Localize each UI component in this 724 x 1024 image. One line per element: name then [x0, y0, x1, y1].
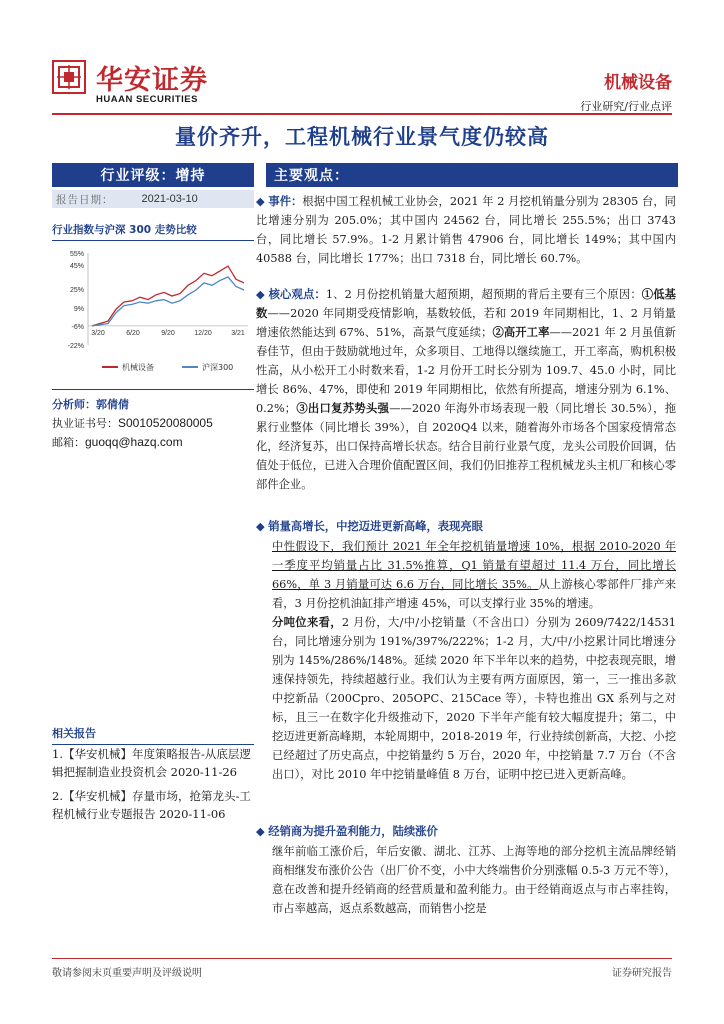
- cert-label: 执业证书号：: [52, 417, 118, 430]
- cert-value: S0010520080005: [118, 416, 213, 430]
- footer-doc-type: 证券研究报告: [612, 968, 672, 979]
- main-points-header: [266, 163, 678, 187]
- analyst-name: 分析师：郭倩倩: [52, 389, 254, 412]
- bullet-icon: ◆: [256, 519, 265, 533]
- logo-text-en: HUAAN SECURITIES: [96, 94, 198, 105]
- mail-row: [52, 434, 254, 450]
- related-reports-title: 相关报告: [52, 725, 254, 745]
- mail-label: 邮箱：: [52, 436, 85, 449]
- bullet-icon: ◆: [256, 824, 265, 838]
- y-tick-label: -22%: [67, 343, 84, 350]
- core-point3-text: ——2020 年海外市场表现一般（同比增长 30.5%），拖累行业整体（同比增长 39%），自 2020Q4 以来，随着海外市场各个国家疫情常态化，经济复苏，出口保持高增长状态。结合目前行业景气度，龙头公司股价回调，估值处于低位，已进入合理价值配置区间，我们仍旧推荐工程机械龙头主机厂和核心零部件企业。: [256, 402, 676, 491]
- sales-text: 从上游核心零部件厂排产来看，3 月份挖机油缸排产增速 45%，可以支撑行业 35%的增速。: [272, 578, 676, 610]
- x-tick-label: 3/21: [231, 329, 245, 337]
- y-tick-label: 55%: [69, 251, 84, 258]
- sales-header: 销量高增长，中挖迈进更新高峰，表现亮眼: [268, 520, 483, 533]
- left-sidebar: [52, 163, 254, 450]
- core-label: 核心观点：: [268, 287, 326, 301]
- dealer-text: 继年前临工涨价后，年后安徽、湖北、江苏、上海等地的部分挖机主流品牌经销商相继发布涨价公告（出厂价不变，小中大终端售价分别涨幅 0.5-3 万元不等），意在改善和提升经销商的经营质量和盈利能力。由于经销商返点与市占率挂钩，市占率越高，返点系数越高，而销售小挖是: [272, 845, 676, 915]
- main-points-banner: 主要观点：: [266, 163, 678, 187]
- related-report-item[interactable]: 1.【华安机械】年度策略报告-从底层逻辑把握制造业投资机会 2020-11-26: [52, 747, 251, 779]
- event-label: 事件：: [268, 194, 303, 208]
- report-date-label: 报告日期：: [56, 193, 114, 206]
- series-line: [92, 266, 244, 326]
- dealer-paragraph: [256, 842, 676, 918]
- related-report-item[interactable]: 2.【华安机械】存量市场，抢第龙头-工程机械行业专题报告 2020-11-06: [52, 789, 251, 821]
- x-tick-label: 3/20: [91, 329, 105, 337]
- cert-row: [52, 415, 254, 431]
- core-paragraph: [256, 285, 676, 494]
- rating-banner: 行业评级：增持: [52, 163, 254, 187]
- index-chart: [52, 245, 254, 385]
- legend-label: 机械设备: [122, 363, 154, 372]
- x-tick-label: 12/20: [194, 329, 212, 337]
- page-title: 量价齐升，工程机械行业景气度仍较高: [175, 125, 549, 149]
- core-point2-text: ——2021 年 2 月虽值新春佳节，但由于鼓励就地过年，众多项目、工地得以继续施工，开工率高，购机积极性高，从小松开工小时数来看，1-2 月份开工时长分别为 109.7、45.0 小时，同比增长 86%、47%，即使和 2019 年同期相比，依然有所提高，增速分别为 6.1%、0.2%；: [256, 326, 676, 415]
- core-point1-label: ①低基数: [256, 287, 676, 320]
- legend-label: 沪深300: [202, 363, 234, 372]
- event-text: 根据中国工程机械工业协会，2021 年 2 月挖机销量分别为 28305 台，同比增速分别为 205.0%；其中国内 24562 台，同比增长 255.5%；出口 3743 台，同比增长 57.9%。1-2 月累计销售 47906 台，同比增长 149%；其中国内 40588 台，同比增长 177%；出口 7318 台，同比增长 60.7%。: [256, 195, 676, 265]
- core-point3-label: ③出口复苏势头强: [296, 401, 390, 415]
- sales-text-underlined: 中性假设下，我们预计 2021 年全年挖机销量增速 10%，根据 2010-2020 年一季度平均销量占比 31.5%推算，Q1 销量有望超过 11.4 万台，同比增长 66%，单 3 月销量可达 6.6 万台，同比增长 35%。: [272, 540, 676, 591]
- dealer-header: 经销商为提升盈利能力，陆续涨价: [268, 825, 438, 838]
- y-tick-label: 45%: [69, 262, 84, 270]
- header-divider: [52, 113, 672, 115]
- event-paragraph: [256, 192, 676, 268]
- report-date-value: 2021-03-10: [141, 193, 198, 205]
- series-line: [92, 277, 244, 326]
- y-tick-label: 9%: [73, 305, 84, 313]
- logo-icon: [52, 60, 86, 94]
- x-tick-label: 9/20: [161, 329, 175, 337]
- mail-value[interactable]: guoqq@hazq.com: [85, 435, 183, 449]
- core-intro: 1、2 月份挖机销量大超预期，超预期的背后主要有三个原因：: [325, 288, 642, 301]
- report-date-row: [52, 190, 254, 208]
- sales-tonnage-text: 2 月份，大/中/小挖销量（不含出口）分别为 2609/7422/14531 台，同比增速分别为 191%/397%/222%；1-2 月，大/中/小挖累计同比增速分别为 145%/286%/148%。延续 2020 年下半年以来的趋势，中挖表现亮眼，增速保持领先，持续超越行业。我们认为主要有两方面原因，第一，三一推出多款中挖新品（200Cpro、205OPC、215Cace 等），卡特也推出 GX 系列与之对标，且三一在数字化升级推动下，2020 下半年产能有较大幅度提升；第二，中挖迈进更新高峰期，本轮周期中，2018-2019 年，行业持续创新高，大挖、小挖已经超过了历史高点，中挖销量约 5 万台，2020 年，中挖销量 7.7 万台（不含出口），对比 2010 年中挖销量峰值 8 万台，证明中挖已进入更新高峰。: [272, 616, 676, 781]
- core-point1-text: ——2020 年同期受疫情影响，基数较低，若和 2019 年同期相比，1、2 月销量增速依然能达到 67%、51%，高景气度延续；: [256, 307, 676, 339]
- sector-label: 机械设备: [604, 73, 672, 93]
- x-tick-label: 6/20: [126, 329, 140, 337]
- footer-disclaimer: 敬请参阅末页重要声明及评级说明: [52, 968, 202, 979]
- sales-section-header: [256, 517, 676, 536]
- page-header: [52, 40, 672, 113]
- core-point2-label: ②高开工率: [492, 325, 550, 339]
- logo-text-cn: 华安证券: [96, 65, 208, 96]
- footer-divider: [52, 958, 672, 959]
- y-tick-label: 25%: [69, 286, 84, 294]
- bullet-icon: ◆: [256, 287, 265, 301]
- report-type-label: 行业研究/行业点评: [580, 100, 672, 113]
- y-tick-label: -6%: [71, 323, 84, 331]
- bullet-icon: ◆: [256, 194, 265, 208]
- sales-paragraph: [256, 537, 676, 784]
- sales-tonnage-label: 分吨位来看，: [272, 615, 342, 629]
- dealer-section-header: [256, 822, 676, 841]
- chart-title: 行业指数与沪深 300 走势比较: [52, 222, 254, 241]
- related-reports-list: [52, 745, 254, 829]
- index-chart-svg: [52, 245, 254, 385]
